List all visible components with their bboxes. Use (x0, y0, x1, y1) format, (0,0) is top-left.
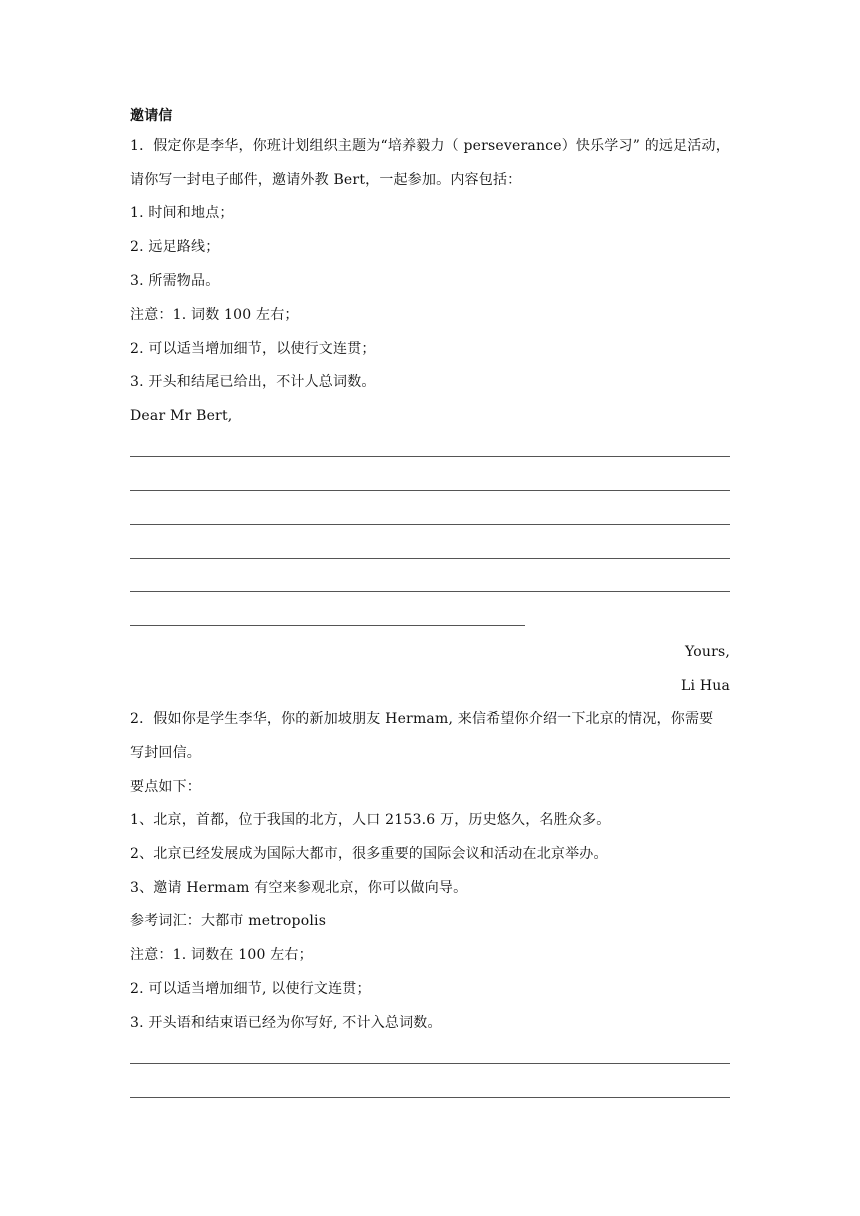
q2-line-7: 参考词汇：大都市 metropolis (130, 913, 327, 929)
answer-line (130, 591, 730, 592)
q2-line-6: 3、邀请 Hermam 有空来参观北京，你可以做向导。 (130, 880, 468, 896)
q1-line-5: 3. 所需物品。 (130, 273, 220, 289)
answer-line (130, 625, 525, 626)
answer-line (130, 456, 730, 457)
page-title: 邀请信 (130, 108, 173, 124)
q1-line-2: 请你写一封电子邮件，邀请外教 Bert，一起参加。内容包括： (130, 172, 522, 188)
q2-line-10: 3. 开头语和结束语已经为你写好, 不计入总词数。 (130, 1015, 442, 1031)
document-page (130, 0, 730, 1216)
answer-line (130, 1097, 730, 1098)
q2-line-3: 要点如下： (130, 779, 201, 795)
q1-line-7: 2. 可以适当增加细节，以使行文连贯； (130, 341, 376, 357)
answer-line (130, 558, 730, 559)
letter-greeting: Dear Mr Bert, (130, 408, 233, 424)
q1-line-8: 3. 开头和结尾已给出，不计人总词数。 (130, 374, 376, 390)
q2-line-8: 注意：1. 词数在 100 左右； (130, 947, 313, 963)
q2-line-2: 写封回信。 (130, 745, 201, 761)
answer-line (130, 1063, 730, 1064)
q1-line-1: 1．假定你是李华，你班计划组织主题为“培养毅力（ perseverance）快乐学习” 的远足活动， (130, 138, 730, 154)
answer-line (130, 490, 730, 491)
answer-line (130, 524, 730, 525)
letter-signature: Li Hua (681, 678, 730, 694)
q2-line-4: 1、北京，首都，位于我国的北方，人口 2153.6 万，历史悠久，名胜众多。 (130, 812, 611, 828)
q1-line-4: 2. 远足路线； (130, 239, 220, 255)
q2-line-5: 2、北京已经发展成为国际大都市，很多重要的国际会议和活动在北京举办。 (130, 846, 608, 862)
q2-line-1: 2．假如你是学生李华，你的新加坡朋友 Hermam, 来信希望你介绍一下北京的情况，你需要 (130, 711, 714, 727)
q1-line-6: 注意：1. 词数 100 左右； (130, 307, 299, 323)
q1-line-3: 1. 时间和地点； (130, 205, 234, 221)
q2-line-9: 2. 可以适当增加细节, 以使行文连贯； (130, 981, 371, 997)
letter-closing: Yours, (685, 644, 730, 660)
